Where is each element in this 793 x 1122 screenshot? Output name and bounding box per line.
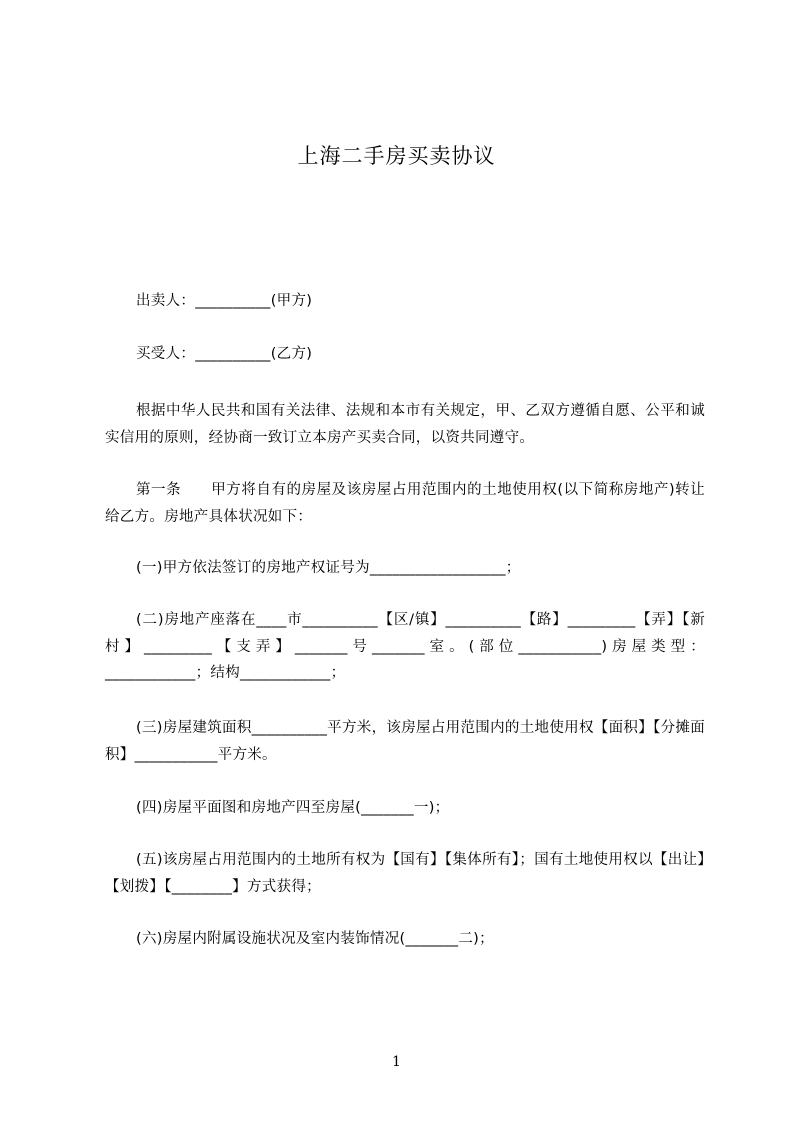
clause-5-land-rights: (五)该房屋占用范围内的土地所有权为【国有】【集体所有】；国有土地使用权以【出让】【划拨】【________】方式获得； — [105, 852, 705, 895]
seller-line: 出卖人：__________(甲方) — [136, 293, 313, 309]
document-title: 上海二手房买卖协议 — [297, 144, 496, 168]
clause-2-location: (二)房地产座落在____市__________【区/镇】__________【路】_________【弄】【新村】_________【支弄】_______号_______室。(部位___________)房屋类型：____________；结构____________； — [105, 612, 705, 681]
buyer-line: 买受人：__________(乙方) — [136, 346, 313, 362]
article-one-paragraph: 第一条 甲方将自有的房屋及该房屋占用范围内的土地使用权(以下简称房地产)转让给乙方。房地产具体状况如下： — [105, 482, 705, 525]
clause-4-floorplan: (四)房屋平面图和房地产四至房屋(_______一)； — [136, 800, 450, 816]
clause-1-certificate: (一)甲方依法签订的房地产权证号为__________________； — [136, 560, 521, 576]
preamble-paragraph: 根据中华人民共和国有关法律、法规和本市有关规定，甲、乙双方遵循自愿、公平和诚实信用的原则，经协商一致订立本房产买卖合同，以资共同遵守。 — [105, 403, 705, 446]
page-number: 1 — [392, 1054, 401, 1070]
clause-3-area: (三)房屋建筑面积__________平方米，该房屋占用范围内的土地使用权【面积】【分摊面积】___________平方米。 — [105, 720, 705, 763]
clause-6-facilities: (六)房屋内附属设施状况及室内装饰情况(_______二)； — [136, 931, 494, 947]
